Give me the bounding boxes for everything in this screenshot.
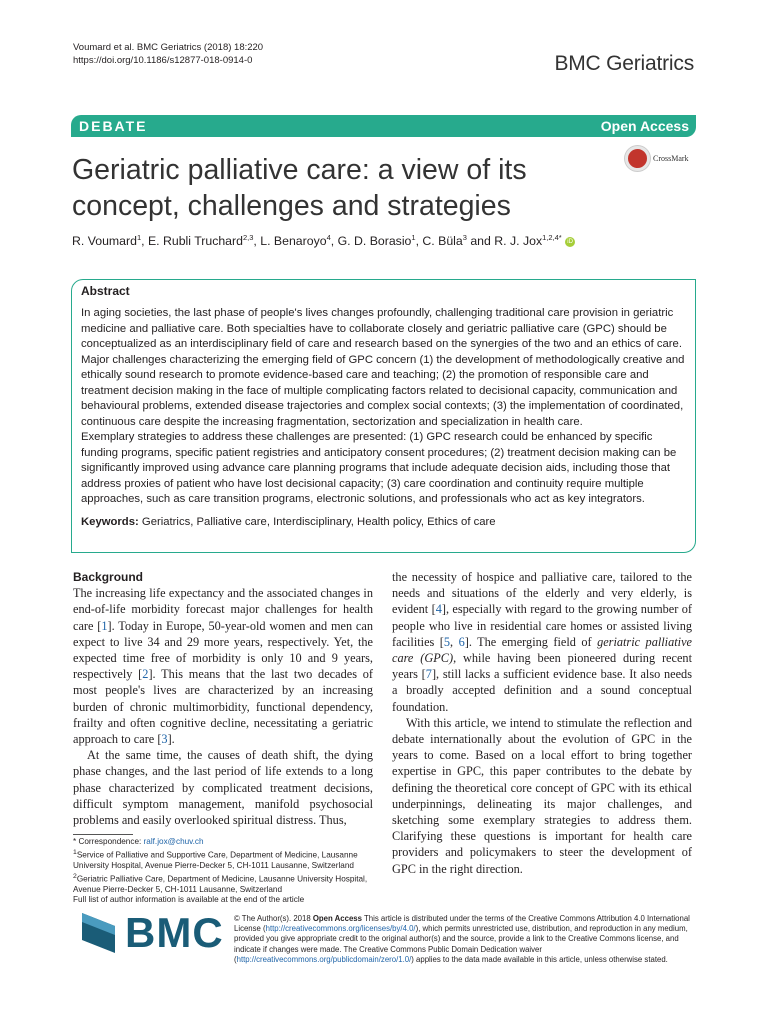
affiliation-2: $^2$Geriatric Palliative Care, Department of Medicine, Lausanne University Hospital, Avenue Pierre-Decker 5, CH-1011 Lausanne, Switzerland (73, 872, 368, 894)
abstract-paragraph: In aging societies, the last phase of people's lives changes profoundly, challenging traditional care provision in geriatric medicine and palliative care. Both specialties have to collaborate closely and geriatric palliative care (GPC) should be conceptualized as an interdisciplinary field of care and research based on the synergies of the two and an ethics of care. (81, 307, 682, 350)
citation-line: Voumard et al. BMC Geriatrics (2018) 18:220 (73, 42, 264, 53)
footnote-divider (73, 834, 133, 835)
open-access-label-small: Open Access (312, 914, 362, 923)
crossmark-label: CrossMark (653, 154, 689, 163)
crossmark-button[interactable] (625, 146, 689, 171)
bmc-logo (82, 909, 224, 956)
keywords (81, 515, 686, 531)
body-column-left (73, 569, 373, 828)
crossmark-icon (625, 146, 650, 171)
author-name: R. J. Jox (494, 234, 543, 249)
abstract-box (71, 279, 696, 553)
author-affiliation: 1,2,4* (542, 233, 562, 242)
author-name: C. Büla (422, 234, 463, 249)
author-name: R. Voumard (72, 234, 137, 249)
body-column-right (392, 569, 692, 877)
reference-link[interactable]: 6 (458, 634, 465, 649)
abstract-paragraph: Exemplary strategies to address these challenges are presented: (1) GPC research could be enhanced by specific funding programs, specific patient registries and anticipatory consent procedures; (2) treatment decision making can be significantly improved using advance care planning programs that include adequate decision aids, including those that address proxies of patient who have lost decisional capacity; (3) care coordination and continuity require multiple approaches, such as care transition programs, electronic solutions, and professionals who act as key integrators. (81, 431, 677, 505)
affiliation-1: $^1$Service of Palliative and Supportive Care, Department of Medicine, Lausanne University Hospital, Avenue Pierre-Decker 5, CH-1011 Lausanne, Switzerland (73, 848, 358, 870)
license-statement: © The Author(s). 2018 Open Access This article is distributed under the terms of the Creative Commons Attribution 4.0 International License (http://creativecommons.org/licenses/by/4.0/), which permits unrestricted use, distribution, and reproduction in any medium, provided you give appropriate credit to the original author(s) and the source, provide a link to the Creative Commons license, and indicate if changes were made. The Creative Commons Public Domain Dedication waiver (http://creativecommons.org/publicdomain/zero/1.0/) applies to the data made available in this article, unless otherwise stated. (234, 914, 690, 964)
keywords-list: Geriatrics, Palliative care, Interdisciplinary, Health policy, Ethics of care (141, 515, 496, 528)
reference-link[interactable]: 2 (142, 667, 149, 682)
journal-name: BMC Geriatrics (554, 52, 694, 75)
orcid-icon[interactable]: iD (565, 237, 575, 247)
public-domain-link[interactable]: http://creativecommons.org/publicdomain/zero/1.0/ (236, 954, 412, 964)
author-name: E. Rubli Truchard (147, 234, 243, 249)
reference-link[interactable]: 3 (161, 732, 168, 747)
citation-block (73, 41, 263, 67)
author-affiliation: 2,3 (242, 233, 254, 242)
article-banner (71, 115, 696, 137)
emphasis-term: geriatric palliative care (GPC) (392, 634, 692, 666)
open-access-label: Open Access (600, 118, 689, 134)
author-separator: , (253, 234, 261, 249)
reference-link[interactable]: 1 (101, 618, 108, 633)
author-name: G. D. Borasio (337, 234, 412, 249)
author-list (72, 233, 575, 248)
bmc-logo-text: BMC (125, 909, 224, 956)
abstract-heading: Abstract (81, 284, 130, 298)
author-name: L. Benaroyo (260, 234, 327, 249)
article-type-label: DEBATE (79, 118, 148, 134)
author-affiliation: 4 (326, 233, 331, 242)
bmc-logo-icon (82, 913, 115, 953)
keywords-label: Keywords: (81, 515, 139, 528)
abstract-paragraph: Major challenges characterizing the emerging field of GPC concern (1) the development of methodologically creative and ethically sound research to promote evidence-based care and teaching; (2) the promotion of responsible care and treatment decision making in the face of multiple complicating factors related to decisional capacity, communication and behavioural problems, extended disease trajectories and complex social contexts; (3) the implementation of coordinated, continuous care despite the increasing fragmentation, sectorization and specialization in health care. (81, 353, 685, 428)
body-paragraph: At the same time, the causes of death shift, the dying phase changes, and the last period of life extends to a long phase characterized by complicated treatment decisions, difficult symptom management, manifold psychosocial problems and easily overlooked spiritual distress. Thus, (73, 748, 373, 828)
author-separator: , (141, 234, 148, 249)
section-heading: Background (73, 570, 144, 584)
correspondence-email[interactable]: ralf.jox@chuv.ch (143, 837, 204, 846)
body-paragraph: With this article, we intend to stimulate the reflection and debate internationally about the evolution of GPC in the years to come. Based on a local effort to bring together expertise in GPC, this paper contributes to the debate by defining the theoretical core concept of GPC with its ethical underpinnings, delineating its major challenges, and sketching some exemplary strategies to address them. Clarifying these questions is important for health care providers and policymakers to steer the development of GPC in the right direction. (392, 715, 692, 876)
license-link[interactable]: http://creativecommons.org/licenses/by/4.0/ (265, 924, 416, 934)
author-separator: , (415, 234, 423, 249)
doi-link[interactable]: https://doi.org/10.1186/s12877-018-0914-0 (73, 55, 253, 66)
author-separator: and (466, 234, 495, 249)
reference-link[interactable]: 5 (443, 634, 451, 649)
body-paragraph: The increasing life expectancy and the associated changes in end-of-life morbidity forecast major challenges for health care [1]. Today in Europe, 50-year-old women and men can expect to live 34 and 29 more years, respectively. Yet, the expected time free of morbidity is only 10 and 9 years, respectively [2]. This means that the last two decades of most people's lives are characterized by an increasing burden of chronic multimorbidity, functional dependency, frailty and often cognitive decline, necessitating a geriatric approach to care [3]. (73, 586, 373, 747)
footnotes (73, 834, 373, 906)
author-affiliation: 3 (462, 233, 467, 242)
article-title: Geriatric palliative care: a view of its concept, challenges and strategies (72, 154, 527, 222)
correspondence-line: * Correspondence: ralf.jox@chuv.ch (73, 837, 204, 846)
body-paragraph: the necessity of hospice and palliative care, tailored to the needs and situations of the elderly and very elderly, is evident [4], especially with regard to the growing number of people who live in residential care homes or assisted living facilities [5, 6]. The emerging field of geriatric palliative care (GPC), while having been pioneered during recent years [7], still lacks a sufficient evidence base. It also needs a broadly accepted definition and a sound conceptual foundation. (392, 570, 692, 714)
author-affiliation: 1 (411, 233, 416, 242)
author-separator: , (330, 234, 338, 249)
reference-link[interactable]: 4 (435, 602, 442, 617)
author-info-note: Full list of author information is available at the end of the article (73, 895, 305, 905)
author-affiliation: 1 (136, 233, 142, 242)
reference-link[interactable]: 7 (425, 667, 432, 682)
